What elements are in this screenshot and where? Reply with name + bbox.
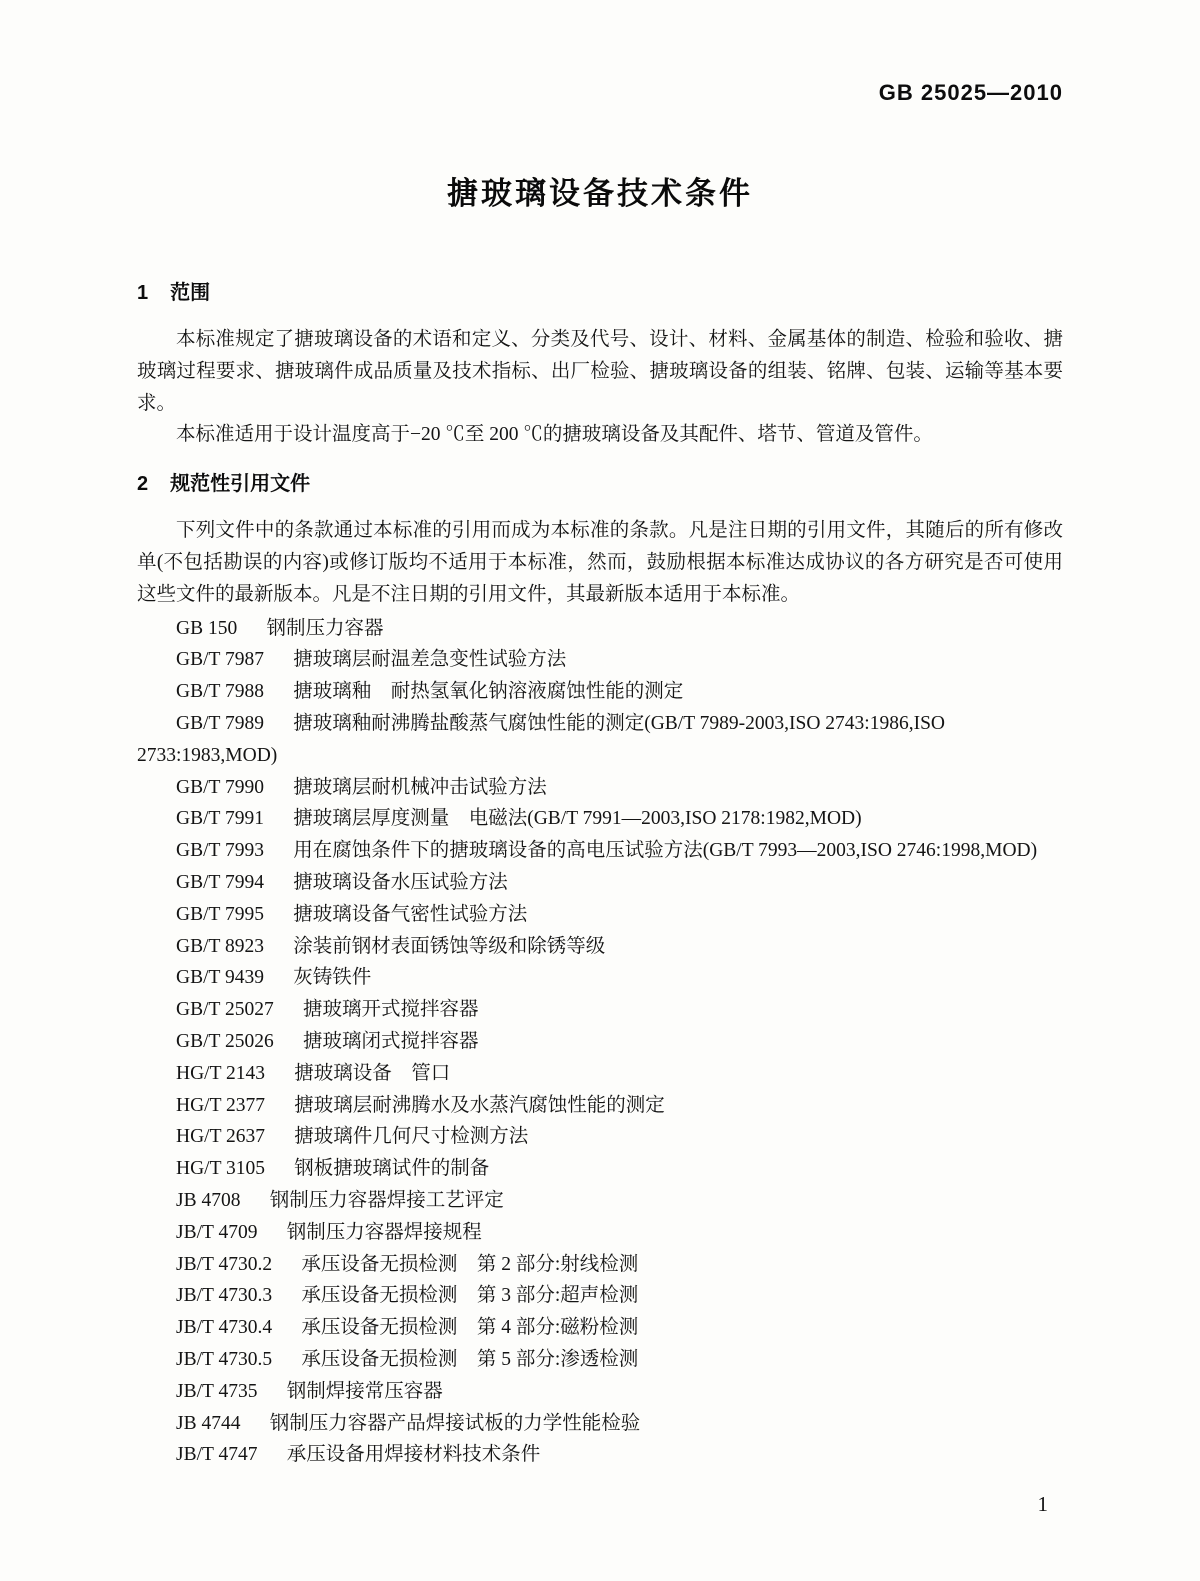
reference-title: 搪玻璃层厚度测量 电磁法(GB/T 7991—2003,ISO 2178:1982,MOD) — [293, 808, 862, 830]
reference-item — [137, 1026, 1063, 1058]
reference-item — [137, 1249, 1063, 1281]
reference-title: 承压设备无损检测 第 5 部分:渗透检测 — [301, 1348, 639, 1370]
reference-item — [137, 644, 1063, 676]
reference-item — [137, 835, 1063, 867]
section-heading-scope — [137, 280, 1063, 306]
reference-title: 搪玻璃开式搅拌容器 — [302, 999, 479, 1021]
reference-title: 搪玻璃设备气密性试验方法 — [293, 903, 528, 925]
reference-title: 钢制焊接常压容器 — [286, 1380, 443, 1402]
reference-item — [137, 1376, 1063, 1408]
reference-code: JB/T 4709 — [176, 1221, 258, 1243]
reference-code: JB 4744 — [176, 1412, 241, 1434]
reference-title: 搪玻璃层耐沸腾水及水蒸汽腐蚀性能的测定 — [294, 1094, 665, 1116]
reference-code: JB/T 4730.5 — [176, 1348, 273, 1370]
reference-title: 钢板搪玻璃试件的制备 — [294, 1158, 490, 1180]
reference-item — [137, 1280, 1063, 1312]
reference-title: 搪玻璃釉耐沸腾盐酸蒸气腐蚀性能的测定(GB/T 7989-2003,ISO 2743:1986,ISO 2733:1983,MOD) — [137, 712, 946, 766]
section-heading-references — [137, 471, 1063, 497]
reference-code: JB/T 4747 — [176, 1444, 258, 1466]
standard-code: GB 25025—2010 — [878, 80, 1063, 105]
reference-title: 钢制压力容器产品焊接试板的力学性能检验 — [269, 1412, 641, 1434]
reference-code: GB/T 8923 — [176, 935, 264, 957]
reference-title: 搪玻璃釉 耐热氢氧化钠溶液腐蚀性能的测定 — [293, 681, 684, 703]
reference-item — [137, 867, 1063, 899]
reference-title: 承压设备无损检测 第 2 部分:射线检测 — [301, 1253, 639, 1275]
reference-list — [137, 613, 1063, 1472]
reference-code: GB 150 — [176, 617, 238, 639]
section-heading-label: 范围 — [170, 282, 211, 304]
reference-item — [137, 994, 1063, 1026]
reference-code: GB/T 7990 — [176, 776, 264, 798]
paragraph: 本标准适用于设计温度高于−20 ℃至 200 ℃的搪玻璃设备及其配件、塔节、管道及管件。 — [176, 424, 933, 446]
scope-paragraphs — [137, 324, 1063, 451]
reference-code: JB/T 4730.4 — [176, 1317, 273, 1339]
section-number: 2 — [137, 473, 149, 496]
reference-title: 钢制压力容器焊接规程 — [286, 1221, 482, 1243]
reference-code: GB/T 7991 — [176, 808, 264, 830]
reference-item — [137, 931, 1063, 963]
reference-code: GB/T 7994 — [176, 871, 264, 893]
reference-title: 搪玻璃闭式搅拌容器 — [302, 1030, 479, 1052]
reference-title: 涂装前钢材表面锈蚀等级和除锈等级 — [293, 935, 606, 957]
reference-item — [137, 708, 1063, 772]
references-intro — [137, 515, 1063, 610]
reference-item — [137, 1185, 1063, 1217]
reference-title: 用在腐蚀条件下的搪玻璃设备的高电压试验方法(GB/T 7993—2003,ISO 2746:1998,MOD) — [293, 840, 1038, 862]
reference-code: HG/T 2637 — [176, 1126, 266, 1148]
reference-item — [137, 962, 1063, 994]
reference-code: HG/T 2377 — [176, 1094, 266, 1116]
reference-item — [137, 803, 1063, 835]
reference-item — [137, 1153, 1063, 1185]
reference-title: 承压设备用焊接材料技术条件 — [286, 1444, 541, 1466]
reference-item — [137, 1439, 1063, 1471]
section-number: 1 — [137, 282, 149, 304]
reference-title: 搪玻璃设备 管口 — [294, 1062, 451, 1084]
reference-item — [137, 1090, 1063, 1122]
paragraph: 下列文件中的条款通过本标准的引用而成为本标准的条款。凡是注日期的引用文件，其随后的所有修改单(不包括勘误的内容)或修订版均不适用于本标准，然而，鼓励根据本标准达成协议的各方研究是否可使用这些文件的最新版本。凡是不注日期的引用文件，其最新版本适用于本标准。 — [137, 520, 1063, 605]
reference-item — [137, 772, 1063, 804]
page-title: 搪玻璃设备技术条件 — [447, 176, 753, 211]
reference-title: 钢制压力容器焊接工艺评定 — [269, 1189, 504, 1211]
reference-title: 承压设备无损检测 第 4 部分:磁粉检测 — [301, 1317, 639, 1339]
reference-code: GB/T 9439 — [176, 967, 264, 989]
reference-item — [137, 1217, 1063, 1249]
reference-item — [137, 1408, 1063, 1440]
reference-code: JB/T 4735 — [176, 1380, 258, 1402]
reference-title: 搪玻璃设备水压试验方法 — [293, 871, 508, 893]
reference-code: GB/T 25027 — [176, 999, 274, 1021]
reference-code: HG/T 3105 — [176, 1158, 266, 1180]
reference-code: GB/T 7993 — [176, 840, 264, 862]
section-heading-label: 规范性引用文件 — [170, 473, 311, 496]
reference-code: JB/T 4730.3 — [176, 1285, 273, 1307]
reference-item — [137, 1344, 1063, 1376]
reference-item — [137, 1058, 1063, 1090]
reference-title: 承压设备无损检测 第 3 部分:超声检测 — [301, 1285, 639, 1307]
reference-code: GB/T 7987 — [176, 649, 264, 671]
reference-title: 搪玻璃件几何尺寸检测方法 — [294, 1126, 529, 1148]
page-number: 1 — [1037, 1492, 1048, 1516]
reference-item — [137, 899, 1063, 931]
reference-code: HG/T 2143 — [176, 1062, 266, 1084]
reference-title: 搪玻璃层耐机械冲击试验方法 — [293, 776, 547, 798]
reference-code: GB/T 7995 — [176, 903, 264, 925]
reference-code: JB/T 4730.2 — [176, 1253, 273, 1275]
section-normative-references — [137, 471, 1063, 1471]
reference-title: 搪玻璃层耐温差急变性试验方法 — [293, 649, 567, 671]
reference-item — [137, 613, 1063, 645]
reference-item — [137, 1121, 1063, 1153]
reference-item — [137, 1312, 1063, 1344]
reference-title: 灰铸铁件 — [293, 967, 372, 989]
reference-title: 钢制压力容器 — [266, 617, 384, 639]
reference-code: GB/T 25026 — [176, 1030, 274, 1052]
reference-item — [137, 676, 1063, 708]
reference-code: JB 4708 — [176, 1189, 241, 1211]
paragraph: 本标准规定了搪玻璃设备的术语和定义、分类及代号、设计、材料、金属基体的制造、检验和验收、搪玻璃过程要求、搪玻璃件成品质量及技术指标、出厂检验、搪玻璃设备的组装、铭牌、包装、运输等基本要求。 — [137, 329, 1063, 414]
reference-code: GB/T 7988 — [176, 681, 264, 703]
section-scope — [137, 280, 1063, 451]
reference-code: GB/T 7989 — [176, 712, 264, 734]
